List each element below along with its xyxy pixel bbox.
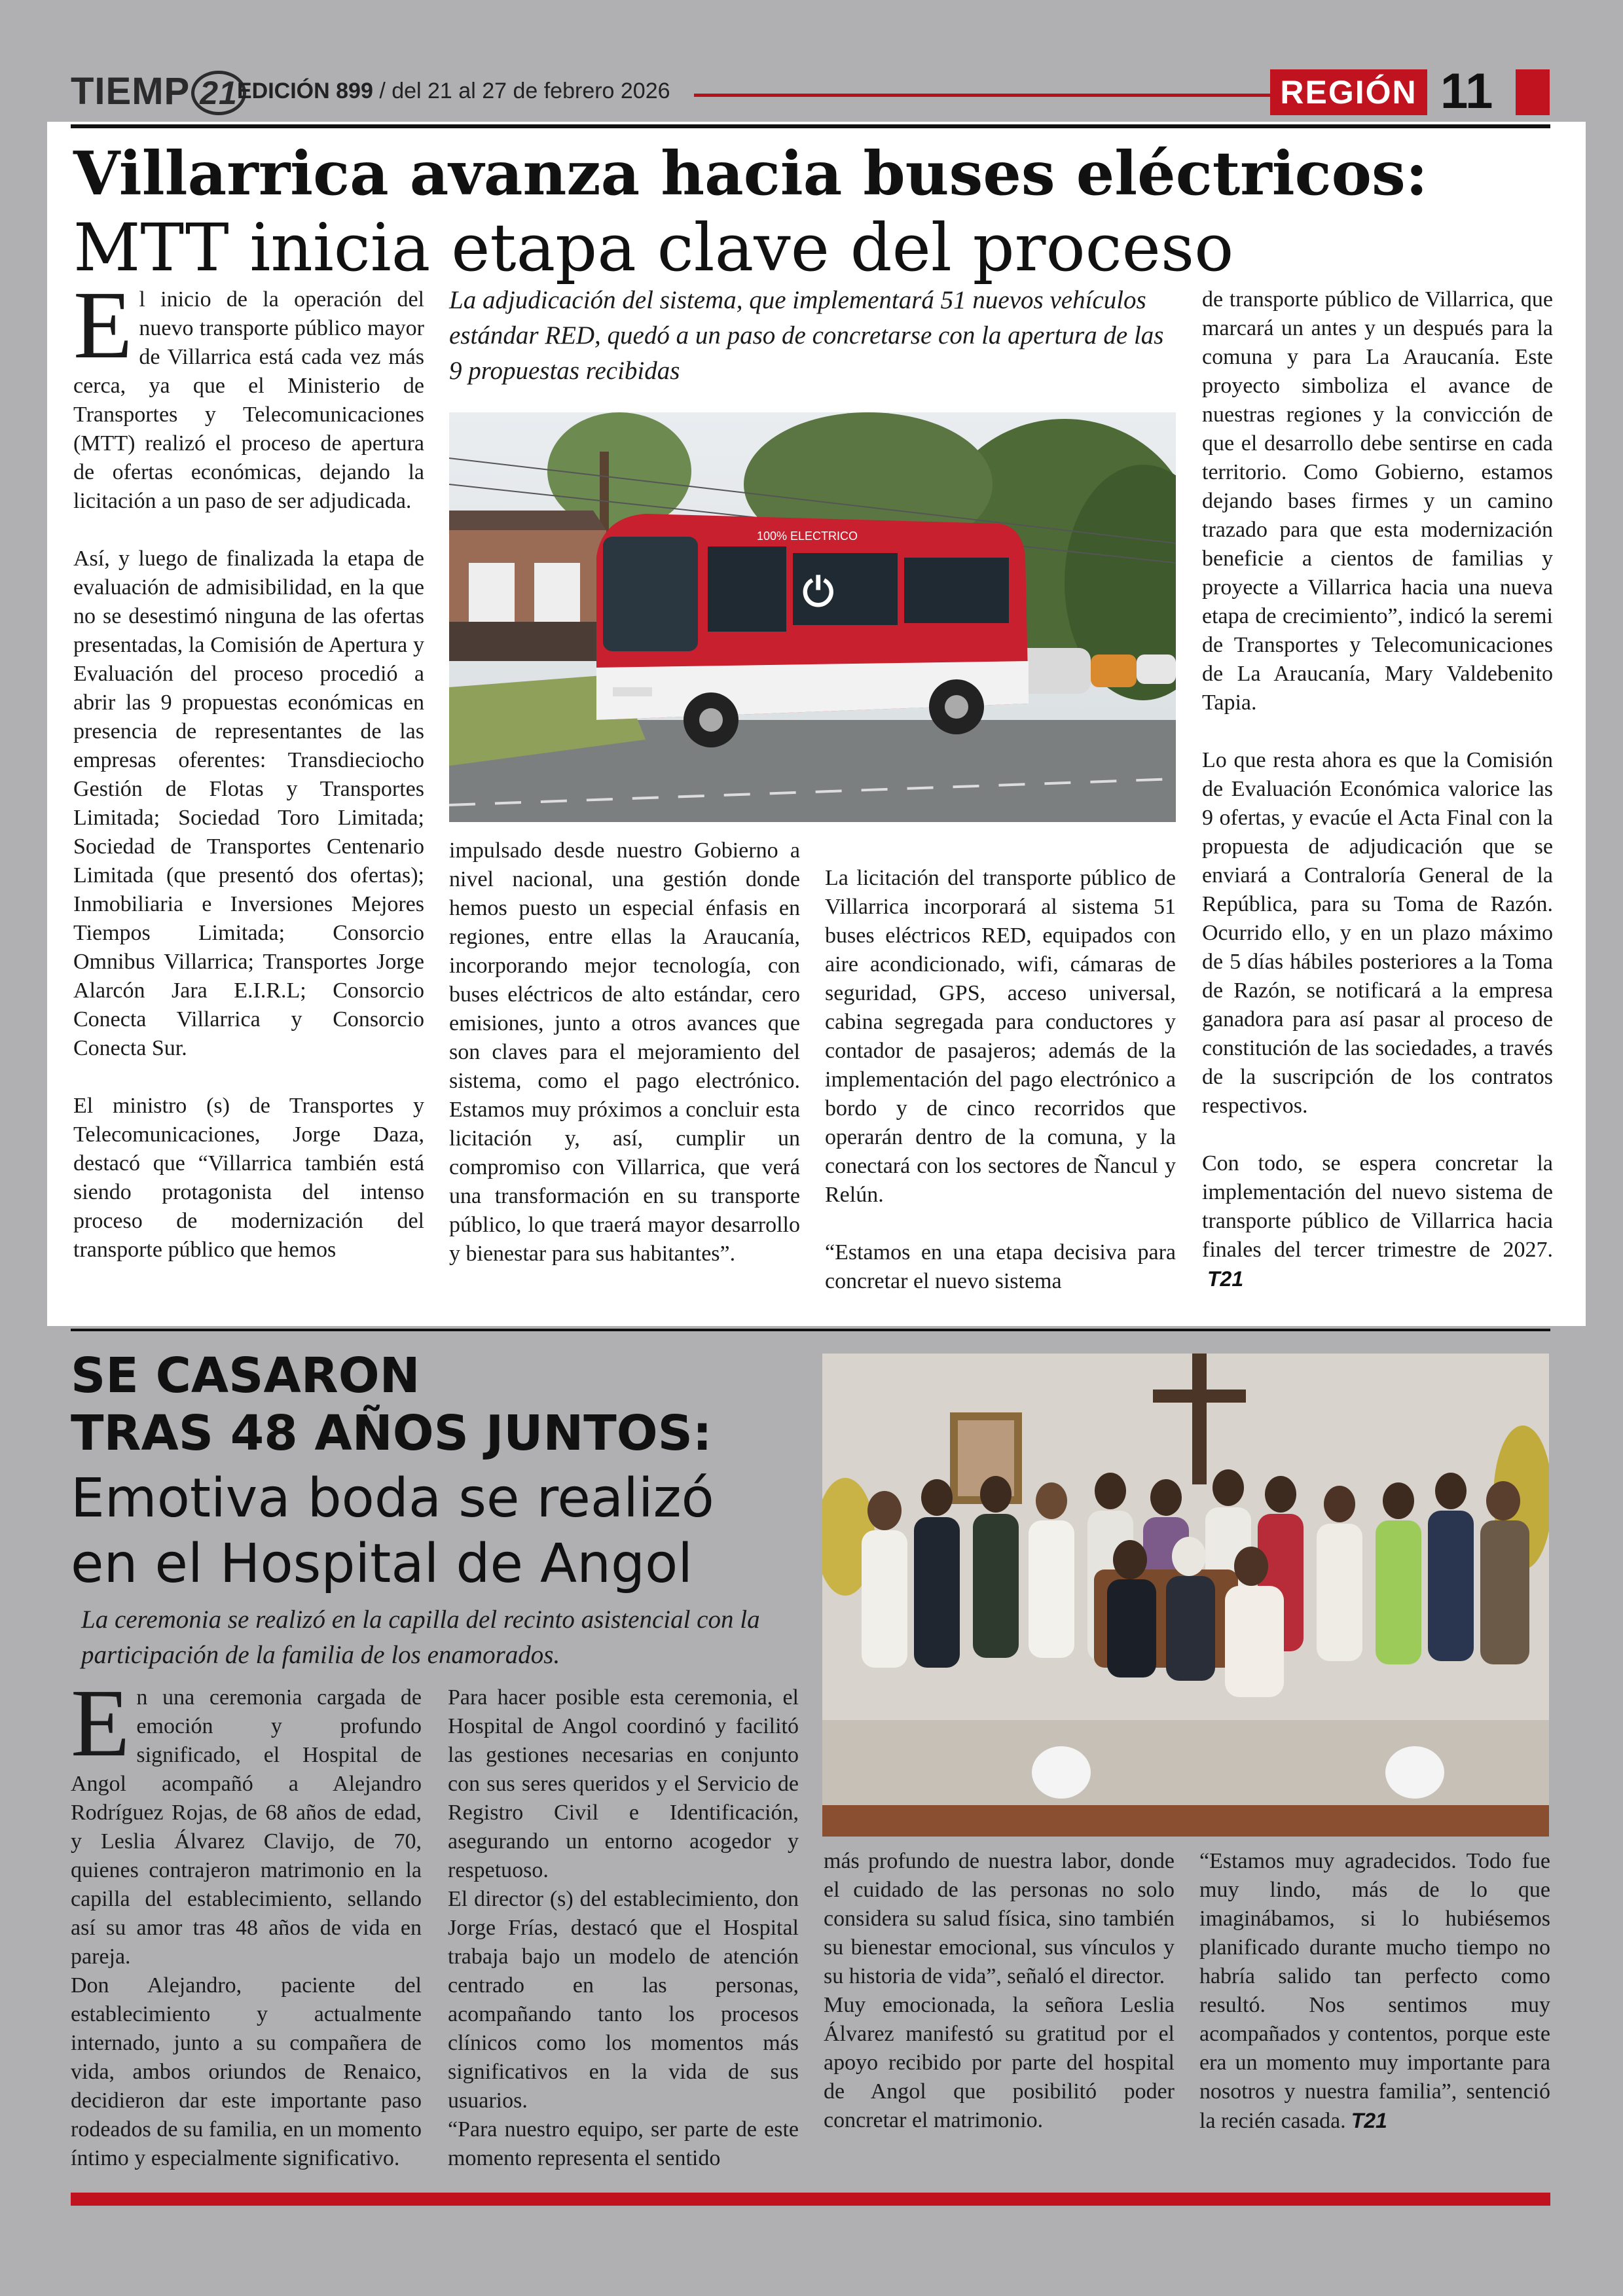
paragraph: impulsado desde nuestro Gobierno a nivel nacional, una gestión donde hemos puesto un especial énfasis en regiones, entre ellas la Araucanía, incorporando mejor tecnología, con buses eléctricos de alto estándar, cero emisiones, junto a otros avances que son claves para el mejoramiento del sistema, como el pago electrónico. Estamos muy próximos a concluir esta licitación y, así, cumplir un compromiso con Villarrica, que verá una transformación en su transporte público, lo que traerá mayor desarrollo y bienestar para sus habitantes”. bbox=[449, 838, 800, 1266]
article2-kicker: SE CASARON TRAS 48 AÑOS JUNTOS: bbox=[71, 1348, 712, 1462]
article2-lead: La ceremonia se realizó en la capilla del recinto asistencial con la participación de la familia de los enamorados. bbox=[81, 1605, 760, 1669]
edition-label: EDICIÓN 899 bbox=[237, 79, 373, 103]
plug-icon: ⏻ bbox=[803, 570, 834, 614]
article1-column-3 bbox=[825, 864, 1176, 1325]
paragraph: Lo que resta ahora es que la Comisión de Evaluación Económica valorice las 9 ofertas, y evacúe el Acta Final con la propuesta de adjudicación que se enviará a Contraloría General de la República, para su Toma de Razón. Ocurrido ello, y en un plazo máximo de 5 días hábiles posteriores a la Toma de Razón, se notificará a la empresa ganadora para así pasar al proceso de constitución de las sociedades, a través de la suscripción de los contratos respectivos. bbox=[1202, 748, 1553, 1118]
bus-photo bbox=[449, 412, 1176, 822]
edition-dates: / del 21 al 27 de febrero 2026 bbox=[379, 79, 670, 103]
article2-column-4 bbox=[1199, 1847, 1550, 2136]
paragraph: más profundo de nuestra labor, donde el cuidado de las personas no solo considera su salud física, sino también su bienestar emocional, sus vínculos y su historia de vida”, señaló el director. bbox=[824, 1849, 1175, 1988]
article1-headline: Villarrica avanza hacia buses eléctricos: bbox=[73, 138, 1428, 209]
dropcap: E bbox=[73, 272, 133, 379]
paragraph: “Para nuestro equipo, ser parte de este momento representa el sentido bbox=[448, 2117, 799, 2170]
paragraph: Para hacer posible esta ceremonia, el Hospital de Angol coordinó y facilitó las gestiones necesarias en conjunto con sus seres queridos y el Servicio de Registro Civil e Identificación, asegurando un entorno acogedor y respetuoso. bbox=[448, 1685, 799, 1882]
newspaper-logo: TIEMP 21 bbox=[71, 69, 246, 115]
paragraph: La licitación del transporte público de Villarrica incorporará al sistema 51 buses eléctricos RED, equipados con aire acondicionado, wifi, cámaras de seguridad, GPS, acceso universal, cabina segregada para conductores y contador de pasajeros; además de la implementación del pago electrónico a bordo y de cinco recorridos que operarán dentro de la comuna, y la conectará con los sectores de Ñancul y Relún. bbox=[825, 866, 1176, 1207]
paragraph: Muy emocionada, la señora Leslia Álvarez manifestó su gratitud por el apoyo recibido por parte del hospital de Angol que posibilitó poder concretar el matrimonio. bbox=[824, 1993, 1175, 2132]
edition-info bbox=[237, 79, 670, 104]
bottom-rule bbox=[71, 2193, 1550, 2206]
article1-column-4 bbox=[1202, 285, 1553, 1323]
paragraph: El director (s) del establecimiento, don Jorge Frías, destacó que el Hospital trabaja bajo un modelo de atención centrado en las personas, acompañando tanto los procesos clínicos como los momentos más significativos en la vida de sus usuarios. bbox=[448, 1887, 799, 2113]
middle-rule bbox=[71, 1329, 1550, 1331]
header-divider bbox=[694, 94, 1270, 97]
article2-column-3 bbox=[824, 1847, 1175, 2135]
article1-column-2 bbox=[449, 836, 800, 1297]
page-number: 11 bbox=[1440, 63, 1493, 119]
top-rule bbox=[71, 124, 1550, 128]
paragraph: Con todo, se espera concretar la implementación del nuevo sistema de transporte público de Villarrica hacia finales del tercer trimestre de 2027. bbox=[1202, 1151, 1553, 1262]
page-marker-box bbox=[1516, 69, 1550, 115]
article2-column-1: En una ceremonia cargada de emoción y profundo significado, el Hospital de Angol acompañó a Alejandro Rodríguez Rojas, de 68 años de edad, y Leslia Álvarez Clavijo, de 70, quienes contrajeron matrimonio en la capilla del establecimiento, sellando así su amor tras 48 años de vida en pareja. Don Alejandro, paciente del establecimiento y actualmente internado, junto a su compañera de vida, ambos oriundos de Renaico, decidieron dar este importante paso rodeados de su familia, en un momento íntimo y especialmente significativo. bbox=[71, 1683, 422, 2173]
bus-sign: 100% ELECTRICO bbox=[757, 529, 858, 543]
end-mark-icon: T21 bbox=[1207, 1267, 1244, 1291]
article1-column-1: El inicio de la operación del nuevo transporte público mayor de Villarrica está cada vez más cerca, ya que el Ministerio de Transportes y Telecomunicaciones (MTT) realizó el proceso de apertura de ofertas económicas, dejando la licitación a un paso de ser adjudicada. Así, y luego de finalizada la etapa de evaluación de admisibilidad, en la que no se desestimó ninguna de las ofertas presentadas, la Comisión de Apertura y Evaluación del proceso procedió a abrir las 9 propuestas económicas en presencia de representantes de las empresas oferentes: Transdieciocho Gestión de Flotas y Transportes Limitada; Sociedad Toro Limitada; Sociedad de Transportes Centenario Limitada (que presentó dos ofertas); Inmobiliaria e Inversiones Mejores Tiempos Limitada; Consorcio Omnibus Villarrica; Transportes Jorge Alarcón Jara E.I.R.L; Consorcio Conecta Villarrica y Consorcio Conecta Sur. El ministro (s) de Transportes y Telecomunicaciones, Jorge Daza, destacó que “Villarrica también está siendo protagonista del intenso proceso de modernización del transporte público que hemos bbox=[73, 285, 424, 1293]
section-label: REGIÓN bbox=[1270, 69, 1427, 115]
paragraph: “Estamos muy agradecidos. Todo fue muy lindo, más de lo que imaginábamos, si lo hubiésemos planificado durante mucho tiempo no habría salido tan perfecto como resultó. Nos sentimos muy acompañados y contentos, porque este era un momento muy importante para nosotros y nuestra familia”, sentenció la recién casada. bbox=[1199, 1849, 1550, 2133]
article2-headline: Emotiva boda se realizó en el Hospital de Angol bbox=[71, 1467, 714, 1595]
paragraph: de transporte público de Villarrica, que marcará un antes y un después para la comuna y para La Araucanía. Este proyecto simboliza el avance de nuestras regiones y la convicción de que el desarrollo debe sentirse en cada territorio. Como Gobierno, estamos dejando bases firmes y un camino trazado para que esta modernización beneficie a cientos de familias y proyecte a Villarrica hacia una nueva etapa de crecimiento”, indicó la seremi de Transportes y Telecomunicaciones de La Araucanía, Mary Valdebenito Tapia. bbox=[1202, 287, 1553, 715]
paragraph: Don Alejandro, paciente del establecimiento y actualmente internado, junto a su compañera de vida, ambos oriundos de Renaico, decidieron dar este importante paso rodeados de su familia, en un momento íntimo y especialmente significativo. bbox=[71, 1973, 422, 2170]
dropcap: E bbox=[71, 1670, 130, 1777]
wedding-photo bbox=[822, 1354, 1549, 1837]
article1-subheadline: MTT inicia etapa clave del proceso bbox=[73, 209, 1234, 286]
paragraph: El ministro (s) de Transportes y Telecomunicaciones, Jorge Daza, destacó que “Villarrica también está siendo protagonista del intenso proceso de modernización del transporte público que hemos bbox=[73, 1094, 424, 1262]
end-mark-icon: T21 bbox=[1351, 2109, 1387, 2132]
logo-mark: 21 bbox=[191, 71, 246, 115]
paragraph: “Estamos en una etapa decisiva para concretar el nuevo sistema bbox=[825, 1240, 1176, 1293]
article1-lead: La adjudicación del sistema, que implementará 51 nuevos vehículos estándar RED, quedó a un paso de concretarse con la apertura de las 9 propuestas recibidas bbox=[449, 286, 1164, 385]
article2-column-2 bbox=[448, 1683, 799, 2173]
paragraph: Así, y luego de finalizada la etapa de evaluación de admisibilidad, en la que no se desestimó ninguna de las ofertas presentadas, la Comisión de Apertura y Evaluación del proceso procedió a abrir las 9 propuestas económicas en presencia de representantes de las empresas oferentes: Transdieciocho Gestión de Flotas y Transportes Limitada; Sociedad Toro Limitada; Sociedad de Transportes Centenario Limitada (que presentó dos ofertas); Inmobiliaria e Inversiones Mejores Tiempos Limitada; Consorcio Omnibus Villarrica; Transportes Jorge Alarcón Jara E.I.R.L; Consorcio Conecta Villarrica y Consorcio Conecta Sur. bbox=[73, 547, 424, 1060]
